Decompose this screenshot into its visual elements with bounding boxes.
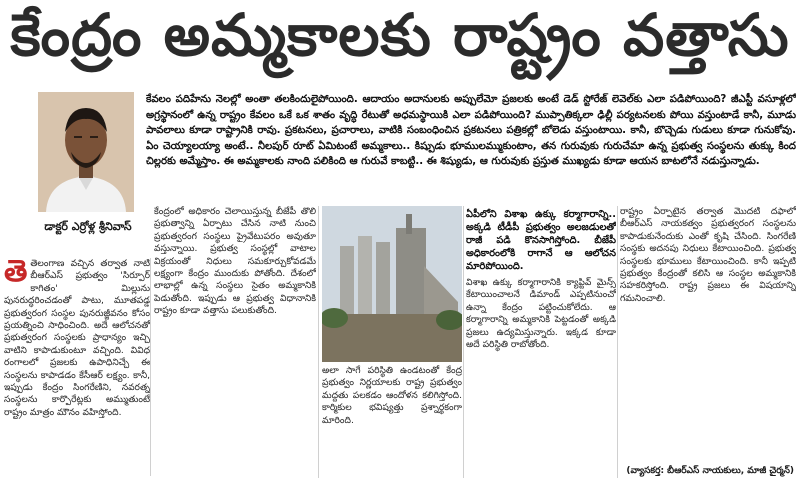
column-divider [463,206,464,478]
column-text: విశాఖ ఉక్కు కర్మాగారానికి క్యాప్టివ్ మైన్స్ కేటాయించాలనే డిమాండ్ ఎప్పటినుంచో ఉన్నా కేంద్రం పట్టించుకోలేదు. ఆ కర్మాగారాన్ని అమ్మకానికి పెట్టడంతో అక్కడి ప్రజలు ఉద్యమిస్తున్నారు. ఇక్కడ కూడా అదే పరిస్థితి రాబోతోంది. [466,278,616,351]
article-column-3: అలా సాగే పరిస్థితి ఉండటంతో కేంద్ర ప్రభుత్వం నిర్ణయాలకు రాష్ట్ర ప్రభుత్వం మద్దతు పలకడం ఆందోళన కలిగిస్తోంది. కార్మికుల భవిష్యత్తు ప్రశ్నార్థకంగా మారింది. [322,366,462,426]
author-credit: (వ్యాసకర్త: బీఆర్‌ఎస్ నాయకులు, మాజీ చైర్మన్) [626,466,794,476]
author-byline: డాక్టర్ ఎర్రోళ్ల శ్రీనివాస్ [44,220,132,233]
factory-photo [322,206,462,362]
article-column-4 [466,206,616,478]
column-text: తెలంగాణ వచ్చిన తర్వాత నాటి బీఆర్‌ఎస్ ప్రభుత్వం 'సిర్పూర్ కాగితం' మిల్లును పునరుద్ధరించడంతో పాటు, మూతపడ్డ ప్రభుత్వరంగ సంస్థల పునరుజ్జీవనం కోసం ప్రయత్నించి సాధించింది. అదే ఆలోచనతో ప్రభుత్వరంగ సంస్థలకు ప్రాధాన్యం ఇచ్చి వాటిని కాపాడుకుంటూ వచ్చింది. వివిధ రంగాలలో ప్రజలకు ఉపాధినిచ్చే ఈ సంస్థలను కాపాడడం కేసీఆర్ లక్ష్యం. కానీ, ఇప్పుడు కేంద్రం సింగరేణిని, నవరత్న సంస్థలను కార్పొరేట్లకు అమ్ముతుంటే రాష్ట్రం మాత్రం మౌనం వహిస్తోంది. [4,259,150,418]
article-column-2: కేంద్రంలో అధికారం చెలాయిస్తున్న బీజేపీ తొలి ప్రభుత్వాన్ని ఏర్పాటు చేసిన నాటి నుంచి ప్రభుత్వరంగ సంస్థలు ప్రైవేటుపరం అవుతూ వస్తున్నాయి. ప్రభుత్వ సంస్థల్లో వాటాల విక్రయంతో నిధులు సమకూర్చుకోవడమే లక్ష్యంగా కేంద్రం ముందుకు పోతోంది. దేశంలో లాభాల్లో ఉన్న సంస్థలు సైతం అమ్మకానికి పెడుతోంది. ఇప్పుడు ఆ ప్రభుత్వ విధానానికి రాష్ట్రం కూడా వత్తాసు పలుకుతోంది. [154,207,316,317]
column-divider [150,258,151,476]
drop-cap: తె [4,258,28,289]
column-divider [617,206,618,478]
headline: కేంద్రం అమ్మకాలకు రాష్ట్రం వత్తాసు [10,0,790,69]
article-column-1 [4,258,150,478]
pull-quote: ఏపీలోని విశాఖ ఉక్కు కర్మాగారాన్ని.. అక్కడి టీడీపీ ప్రభుత్వం అలజడులతో రాజీ పడి కొనసాగిస్తోంది. బీజేపీ అధికారంలోకి రాగానే ఆ ఆలోచన మారిపోయింది. [466,209,616,272]
column-divider [318,206,319,478]
article-column-5: రాష్ట్రం ఏర్పాటైన తర్వాత మొదటి దఫాలో బీఆర్‌ఎస్ నాయకత్వం ప్రభుత్వరంగ సంస్థలను కాపాడుకునేందుకు ఎంతో కృషి చేసింది. సింగరేణి సంస్థకు అదనపు నిధులు కేటాయించింది. ప్రభుత్వ సంస్థలకు భూములు కేటాయించింది. కానీ ఇప్పటి ప్రభుత్వం కేంద్రంతో కలిసి ఆ సంస్థల అమ్మకానికి సహకరిస్తోంది. రాష్ట్ర ప్రజలు ఈ విషయాన్ని గమనించాలి. [620,207,796,304]
article-intro: కేవలం పదిహేను నెలల్లో అంతా తలకిందులైపోయింది. ఆదాయం అదానులకు అప్పులేమో ప్రజలకు అంటే డెడ్ స్టోరేజ్ లెవెల్‌కు ఎలా పడిపోయింది? జీఎస్టీ వసూళ్లలో అగ్రస్థానంలో ఉన్న రాష్ట్రం కేవలం ఒకే ఒక శాతం వృద్ధి రేటుతో అధమస్థాయికి ఎలా పడిపోయింది? ముప్పాతిక్కలా ఢిల్లీ పర్యటనలకు పోయి వస్తుంటాడే కానీ, మూడు పావలాలు కూడా రాష్ట్రానికి రావు. ప్రకటనలు, ప్రచారాలు, వాటికి సంబంధించిన ప్రకటనలు పత్రికల్లో బోలెడు వస్తుంటాయి. కానీ, బొచ్చెడు గుడులు కూడా గునుకోవు. ఏం చెయ్యాలయ్యా అంటే.. నీలపుర్ రూట్ ఏమిటంటే అమ్మకాలు.. కిష్పుడు భూములమ్ముకుంటాం, తన గురువుకు గురుచేమా ఉన్న ప్రభుత్వ సంస్థలను తుక్కు కింద చిల్లరకు అమ్మేస్తాం. ఈ అమ్మకాలకు నాంది పలికింది ఆ గురువే కాబట్టి.. ఈ శిష్యుడు, ఆ గురువుకు ప్రస్తుత ముఖ్యడు కూడా ఆయన బాటలోనే నడుస్తున్నాడు. [146,94,796,168]
author-photo [38,92,134,212]
